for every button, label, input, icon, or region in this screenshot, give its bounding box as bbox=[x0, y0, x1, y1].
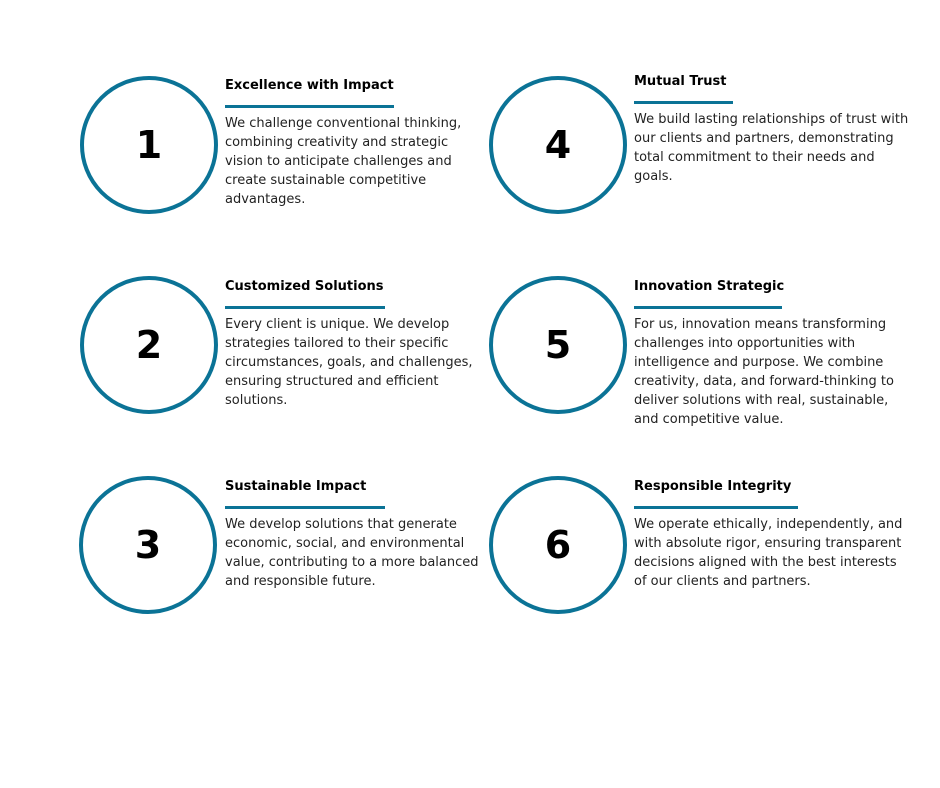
number-circle bbox=[79, 476, 217, 614]
title-underline bbox=[225, 105, 394, 108]
title-underline bbox=[634, 101, 733, 104]
number-circle bbox=[489, 76, 627, 214]
number-circle bbox=[489, 276, 627, 414]
item-description: We operate ethically, independently, and with absolute rigor, ensuring transparent decisions aligned with the best interests of our clients and partners. bbox=[634, 517, 903, 589]
item-number: 2 bbox=[135, 323, 163, 367]
item-title: Mutual Trust bbox=[634, 74, 727, 89]
title-underline bbox=[634, 306, 782, 309]
item-number: 6 bbox=[544, 523, 572, 567]
item-title: Innovation Strategic bbox=[634, 279, 785, 294]
title-underline bbox=[225, 506, 385, 509]
item-description: Every client is unique. We develop strategies tailored to their specific circumstances, goals, and challenges, ensuring structured and efficient solutions. bbox=[225, 317, 473, 408]
item-title: Sustainable Impact bbox=[225, 479, 367, 494]
item-number: 5 bbox=[544, 323, 572, 367]
item-title: Responsible Integrity bbox=[634, 479, 792, 494]
number-circle bbox=[80, 276, 218, 414]
item-title: Customized Solutions bbox=[225, 279, 384, 294]
number-circle bbox=[80, 76, 218, 214]
item-description: We build lasting relationships of trust with our clients and partners, demonstrating total commitment to their needs and goals. bbox=[634, 112, 909, 184]
item-number: 4 bbox=[544, 123, 572, 167]
item-title: Excellence with Impact bbox=[225, 78, 394, 93]
number-circle bbox=[489, 476, 627, 614]
item-number: 1 bbox=[135, 123, 163, 167]
item-description: We develop solutions that generate economic, social, and environmental value, contributing to a more balanced and responsible future. bbox=[225, 517, 479, 589]
item-description: For us, innovation means transforming challenges into opportunities with intelligence and purpose. We combine creativity, data, and forward-thinking to deliver solutions with real, sustainable, and competitive value. bbox=[634, 317, 894, 427]
item-number: 3 bbox=[134, 523, 162, 567]
item-description: We challenge conventional thinking, combining creativity and strategic vision to anticipate challenges and create sustainable competitive advantages. bbox=[225, 116, 462, 207]
title-underline bbox=[634, 506, 798, 509]
title-underline bbox=[225, 306, 385, 309]
